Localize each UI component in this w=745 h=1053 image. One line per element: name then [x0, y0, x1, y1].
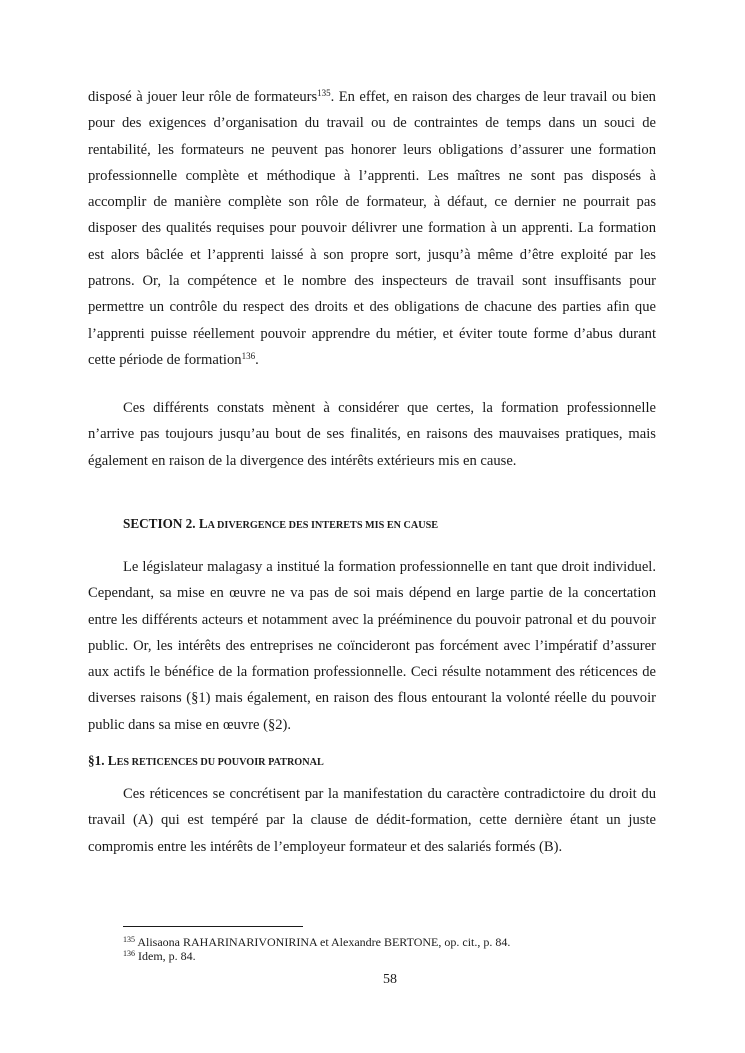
footnote-ref-135[interactable]: 135 [317, 88, 331, 98]
paragraph-constats: Ces différents constats mènent à considérer que certes, la formation professionnelle n’arrive pas toujours jusqu’au bout de ses finalités, en raisons des mauvaises pratiques, mais également en raison de la divergence des intérêts extérieurs mis en cause. [88, 400, 656, 469]
footnote-ref-136[interactable]: 136 [241, 350, 256, 361]
paragraph-continuation [88, 84, 656, 373]
subsection-heading-rest: ES RETICENCES DU POUVOIR PATRONAL [116, 757, 324, 768]
footnote-number: 135 [123, 935, 135, 944]
footnote-135 [123, 935, 510, 949]
paragraph-text: disposé à jouer leur rôle de formateurs [88, 89, 318, 105]
section-heading-lead: SECTION 2. L [123, 516, 208, 531]
section-heading-rest: A DIVERGENCE DES INTERETS MIS EN CAUSE [207, 520, 439, 531]
footnote-text: Idem, p. 84. [138, 949, 196, 963]
footnote-separator [123, 926, 303, 927]
footnote-text: Alisaona RAHARINARIVONIRINA et Alexandre BERTONE, op. cit., p. 84. [137, 935, 511, 949]
section-2-heading [123, 516, 438, 534]
page-number: 58 [383, 972, 397, 987]
paragraph-legislateur: Le législateur malagasy a institué la formation professionnelle en tant que droit individuel. Cependant, sa mise en œuvre ne va pas de soi mais dépend en large partie de la concertation entre les différents acteurs et notamment avec la prééminence du pouvoir patronal et du pouvoir public. Or, les intérêts des entreprises ne coïncideront pas forcément avec l’impératif d’assurer aux actifs le bénéfice de la formation professionnelle. Ceci résulte notamment des réticences de diverses raisons (§1) mais également, en raison des flous entourant la volonté réelle du pouvoir public dans sa mise en œuvre (§2). [88, 559, 656, 733]
subsection-1-heading [88, 753, 324, 771]
paragraph-text: . [255, 351, 259, 368]
paragraph-reticences: Ces réticences se concrétisent par la manifestation du caractère contradictoire du droit du travail (A) qui est tempéré par la clause de dédit-formation, cette dernière étant un juste compromis entre les intérêts de l’employeur formateur et des salariés formés (B). [88, 786, 656, 855]
footnote-number: 136 [123, 949, 135, 958]
subsection-heading-lead: §1. L [88, 753, 117, 768]
footnote-136 [123, 949, 196, 963]
paragraph-text: . En effet, en raison des charges de leur travail ou bien pour des exigences d’organisation du travail ou de contraintes de temps dans un souci de rentabilité, les formateurs ne peuvent pas honorer leurs obligations d’assurer une formation professionnelle complète et méthodique à l’apprenti. Les maîtres ne sont pas disposés à accomplir de manière complète son rôle de formateur, à défaut, ce dernier ne pourrait pas disposer des qualités requises pour pouvoir délivrer une formation à un apprenti. La formation est alors bâclée et l’apprenti laissé à son propre sort, jusqu’à même d’être exploité par les patrons. Or, la compétence et le nombre des inspecteurs de travail sont insuffisants pour permettre un contrôle du respect des droits et des obligations de chacune des parties afin que l’apprenti puisse réellement pouvoir apprendre du métier, et éviter toute forme d’abus durant cette période de formation [88, 89, 656, 368]
